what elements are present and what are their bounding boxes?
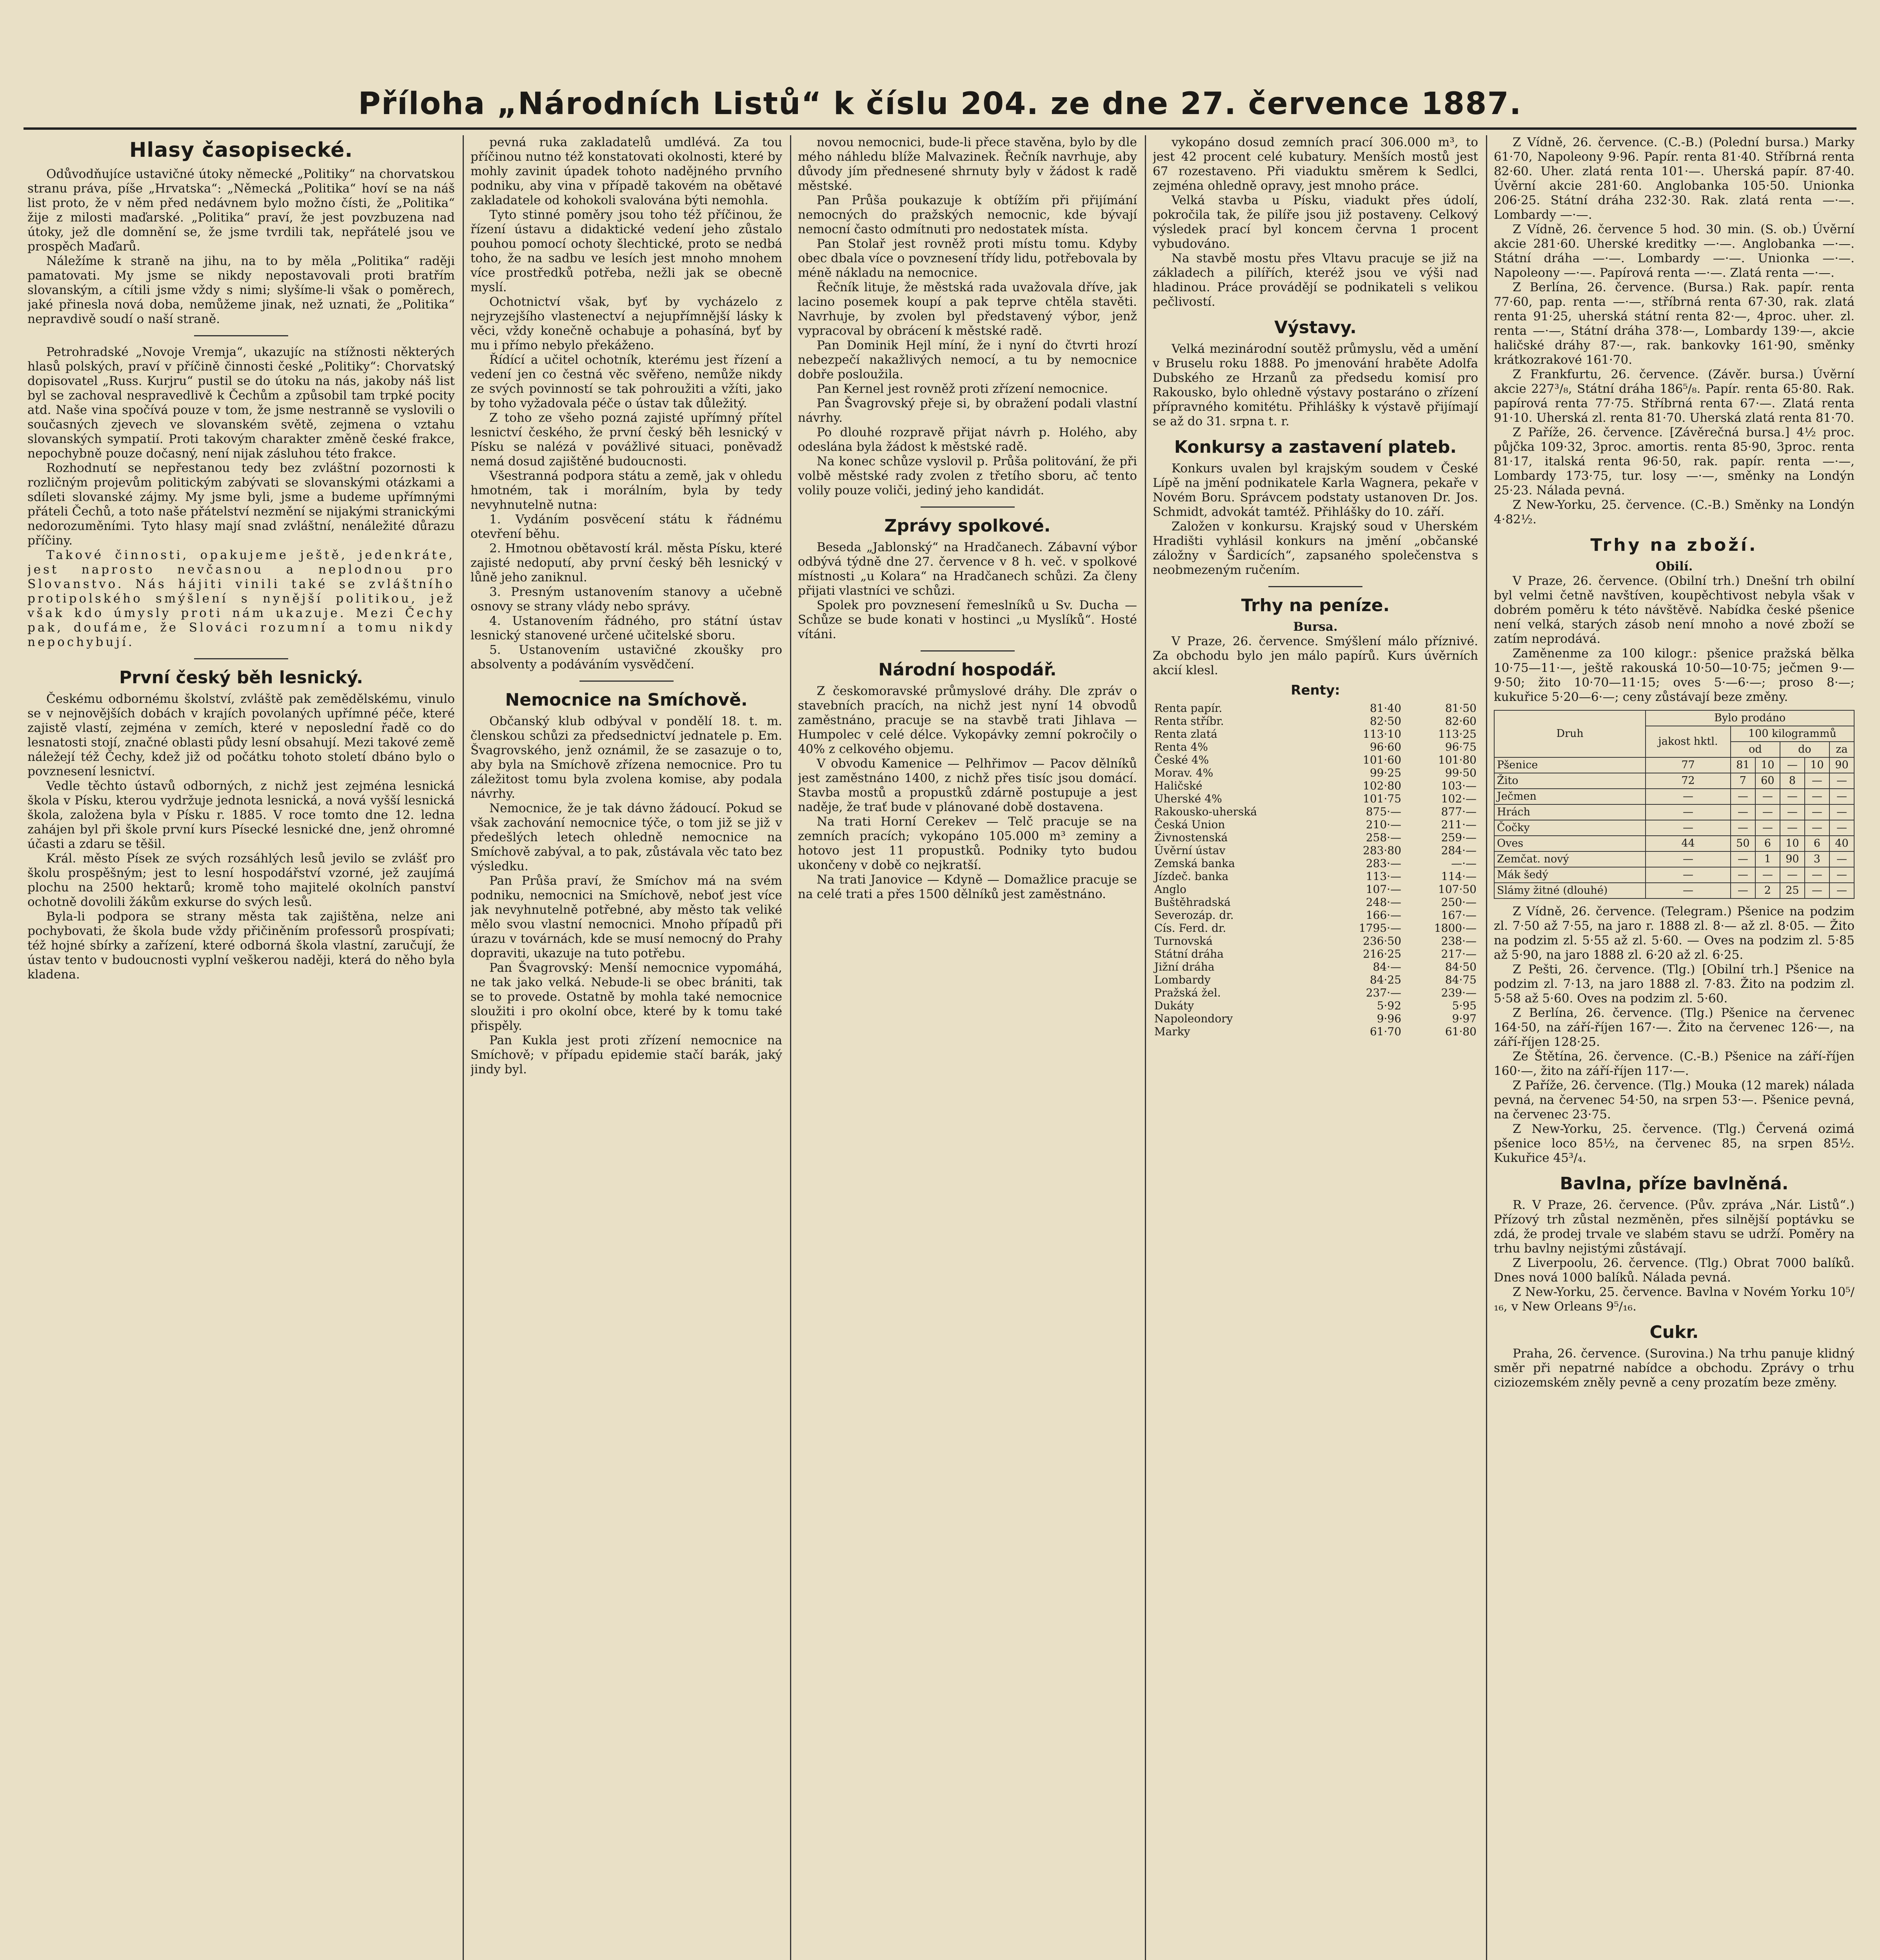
grain-value: — [1780, 867, 1805, 883]
grain-value: — [1829, 789, 1854, 804]
article-heading: Hlasy časopisecké. [129, 138, 353, 162]
grain-value: — [1805, 867, 1829, 883]
masthead-title: Příloha „Národních Listů“ k číslu 204. ze dne 27. července 1887. [358, 86, 1522, 122]
rate-row [1153, 973, 1478, 986]
column-5 [1494, 135, 1855, 1960]
paragraph: Pan Průša praví, že Smíchov má na svém podniku, nemocnici na Smíchově, neboť jest více jak nevyhnutelně potřebné, aby město tak veliké mělo svou vlastní nemocnici. Mnoho případů při úrazu v továrnách, kde se musí nemocný do Prahy dopraviti, ukazuje na tuto potřebu. [470, 874, 782, 960]
rate-value: 216·25 [1363, 947, 1402, 960]
table-row [1494, 820, 1854, 836]
rate-name: Napoleondory [1154, 1012, 1233, 1025]
table-row [1494, 804, 1854, 820]
rate-name: Anglo [1154, 883, 1186, 896]
rate-value: 259·— [1441, 831, 1477, 844]
grain-value: — [1805, 789, 1829, 804]
rate-name: Morav. 4% [1154, 766, 1213, 779]
table-row [1494, 836, 1854, 851]
rate-value: 9·96 [1377, 1012, 1402, 1025]
grain-value: 50 [1731, 836, 1755, 851]
grain-value: 72 [1646, 773, 1731, 789]
rate-name: Renta zlatá [1154, 728, 1217, 740]
rate-value: 236·50 [1363, 935, 1402, 947]
paragraph: Pan Švagrovský: Menší nemocnice vypomáhá, ne tak jako velká. Nebude-li se obec brániti, tak se to provede. Ostatně by mohla také nemocnice sloužiti i pro okolní obce, které by k tomu také přispěly. [470, 961, 782, 1033]
grain-name: Ječmen [1494, 789, 1646, 804]
rate-row [1153, 792, 1478, 805]
article-heading: Bavlna, příze bavlněná. [1560, 1174, 1789, 1194]
rate-row [1153, 935, 1478, 947]
grain-value: 7 [1731, 773, 1755, 789]
grain-value: — [1829, 804, 1854, 820]
grain-value: — [1646, 867, 1731, 883]
rates-heading: Renty: [1291, 682, 1340, 698]
rate-name: Severozáp. dr. [1154, 909, 1234, 922]
section-divider [194, 335, 288, 336]
rate-value: 107·— [1366, 883, 1402, 896]
subheading: Obilí. [1655, 559, 1693, 573]
paragraph: Ze Štětína, 26. července. (C.-B.) Pšenice na září-říjen 160·—, žito na září-říjen 117·—. [1494, 1049, 1855, 1078]
paragraph: Konkurs uvalen byl krajským soudem v České Lípě na jmění podnikatele Karla Wagnera, pekaře v Novém Boru. Správcem podstaty ustanoven Dr. Jos. Schmidt, advokát tamtéž. Přihlášky do 10. září. [1153, 461, 1478, 519]
list-item: 4. Ustanovením řádného, pro státní ústav lesnický stanovené určené učitelské sboru. [470, 614, 782, 642]
grain-value: — [1829, 820, 1854, 836]
subheading: Bursa. [1293, 620, 1338, 634]
rate-value: 96·75 [1445, 740, 1477, 753]
grain-value: 90 [1829, 757, 1854, 773]
rate-value: 107·50 [1438, 883, 1477, 896]
grain-value: — [1805, 773, 1829, 789]
rate-value: 101·75 [1363, 792, 1402, 805]
table-header: od [1731, 742, 1780, 757]
rate-name: Lombardy [1154, 973, 1211, 986]
rate-value: 283·— [1366, 857, 1402, 870]
rate-value: 1800·— [1434, 922, 1477, 935]
grain-value: — [1780, 757, 1805, 773]
grain-name: Pšenice [1494, 757, 1646, 773]
table-row [1494, 757, 1854, 773]
rate-name: Jízdeč. banka [1154, 870, 1229, 883]
grain-value: 3 [1805, 851, 1829, 867]
grain-value: — [1780, 804, 1805, 820]
grain-value: — [1731, 820, 1755, 836]
rate-row [1153, 947, 1478, 960]
grain-value: — [1755, 820, 1780, 836]
rates-table [1153, 702, 1478, 1038]
rate-value: 166·— [1366, 909, 1402, 922]
grain-value: — [1805, 820, 1829, 836]
column-separator [463, 135, 464, 1960]
grain-value: — [1805, 883, 1829, 898]
paragraph: Ochotnictví však, byť by vycházelo z nejryzejšího vlastenectví a nejupřímnější lásky k věci, vždy konečně ochabuje a pohasíná, byť by mu i přímo nebylo překáženo. [470, 295, 782, 352]
grain-value: — [1780, 789, 1805, 804]
paragraph: Pan Švagrovský přeje si, by obražení podali vlastní návrhy. [798, 396, 1137, 425]
rate-value: 81·40 [1370, 702, 1402, 715]
rate-row [1153, 1012, 1478, 1025]
table-row [1494, 883, 1854, 898]
grain-value: 6 [1755, 836, 1780, 851]
rate-row [1153, 766, 1478, 779]
section-divider [1268, 586, 1362, 587]
paragraph: Pan Průša poukazuje k obtížím při přijímání nemocných do pražských nemocnic, kde bývají nemocní často odmítnuti pro nedostatek místa. [798, 193, 1137, 236]
column-separator [790, 135, 791, 1960]
paragraph: Velká mezinárodní soutěž průmyslu, věd a umění v Bruselu roku 1888. Po jmenování hraběte Adolfa Dubského ze Hrzanů za předsedu komisí pro Rakousko, bylo ohledně výstavy postaráno o zřízení přípravného komitétu. Přihlášky k výstavě přijímají se až do 31. srpna t. r. [1153, 342, 1478, 428]
rate-value: 239·— [1441, 986, 1477, 999]
rate-name: Renta 4% [1154, 740, 1208, 753]
grain-value: — [1646, 789, 1731, 804]
rate-name: Rakousko-uherská [1154, 805, 1257, 818]
paragraph: Z Pešti, 26. července. (Tlg.) [Obilní trh.] Pšenice na podzim zl. 7·13, na jaro 1888 zl. 7·83. Žito na podzim zl. 5·58 až 5·60. Oves na podzim zl. 5·60. [1494, 962, 1855, 1005]
rate-row [1153, 922, 1478, 935]
paragraph: V Praze, 26. července. (Obilní trh.) Dnešní trh obilní byl velmi četně navštíven, koupěchtivost nebyla však v dobrém poměru k této návštěvě. Nabídka české pšenice není velká, starých zásob není mnoho a nové zboží se zatím neprodává. [1494, 574, 1855, 646]
grain-value: — [1731, 789, 1755, 804]
paragraph: Z Paříže, 26. července. [Závěrečná bursa.] 4½ proc. půjčka 109·32, 3proc. amortis. renta 85·90, 3proc. renta 81·17, italská renta 96·50, rak. papír. renta —·—, Lombardy 173·75, tur. losy —·—, směnky na Londýn 25·23. Nálada pevná. [1494, 425, 1855, 497]
rate-value: 102·80 [1363, 779, 1402, 792]
table-header: jakost hktl. [1646, 726, 1731, 757]
grain-value: 81 [1731, 757, 1755, 773]
column-3 [798, 135, 1137, 1960]
rate-value: 1795·— [1359, 922, 1402, 935]
rate-value: 84·50 [1445, 960, 1477, 973]
paragraph: Na stavbě mostu přes Vltavu pracuje se již na základech a pilířích, kteréž jsou ve výši nad hladinou. Práce provádějí se podnikateli s velikou pečlivostí. [1153, 251, 1478, 309]
paragraph: Takové činnosti, opakujeme ještě, jedenkráte, jest naprosto nevčasnou a neplodnou pro Slovanstvo. Nás hájiti vinili také se zvláštního protipolského smýšlení s nynější politikou, jež však kdo úmysly proti nám ukazuje. Mezi Čechy pak, doufáme, že Slováci rozumní a tomu nikdy nepochybují. [27, 548, 455, 649]
rate-row [1153, 805, 1478, 818]
rate-name: Buštěhradská [1154, 896, 1231, 909]
paragraph: Na konec schůze vyslovil p. Průša politování, že při volbě městské rady zvolen z třetího sboru, ač tento volily pouze voliči, jediný jeho kandidát. [798, 454, 1137, 497]
grain-name: Žito [1494, 773, 1646, 789]
rate-value: 113·25 [1438, 728, 1477, 740]
rate-row [1153, 857, 1478, 870]
rate-name: Živnostenská [1154, 831, 1228, 844]
rate-value: 101·60 [1363, 753, 1402, 766]
rate-value: 102·— [1441, 792, 1477, 805]
paragraph: Z Berlína, 26. července. (Bursa.) Rak. papír. renta 77·60, pap. renta —·—, stříbrná renta 67·30, rak. zlatá renta 91·25, uherská státní renta 82·—, 4proc. uher. zl. renta —·—, Státní dráha 378·—, Lombardy 139·—, akcie haličské dráhy 87·—, rak. bankovky 161·90, směnky krátkozrakové 161·70. [1494, 280, 1855, 367]
paragraph: Tyto stinné poměry jsou toho též příčinou, že řízení ústavu a didaktické vedení jeho zůstalo pouhou pomocí ochoty šlechtické, proto se nedbá toho, že na sadbu ve lesích jest mnoho mnohem více prostředků potřeba, nežli jak se obecně myslí. [470, 208, 782, 294]
rate-row [1153, 728, 1478, 740]
rate-value: 9·97 [1452, 1012, 1477, 1025]
rate-row [1153, 896, 1478, 909]
list-item: 1. Vydáním posvěcení státu k řádnému otevření běhu. [470, 512, 782, 541]
grain-value: — [1731, 804, 1755, 820]
rate-name: Česká Union [1154, 818, 1225, 831]
rate-name: Renta stříbr. [1154, 715, 1224, 728]
rate-value: 238·— [1441, 935, 1477, 947]
table-unit: 100 kilogrammů [1731, 726, 1854, 742]
grain-value: — [1755, 804, 1780, 820]
rate-value: 248·— [1366, 896, 1402, 909]
rate-value: 250·— [1441, 896, 1477, 909]
paragraph: Z New-Yorku, 25. července. (Tlg.) Červená ozimá pšenice loco 85½, na červenec 85, na srpen 85½. Kukuřice 45³/₄. [1494, 1122, 1855, 1165]
paragraph: Řečník lituje, že městská rada uvažovala dříve, jak lacino posemek koupí a pak teprve chtěla stavěti. Navrhuje, by zvolen byl představený výbor, jenž vypracoval by obrácení k městské radě. [798, 280, 1137, 338]
paragraph: Král. město Písek ze svých rozsáhlých lesů jevilo se zvlášť pro školu prospěšným; jest to lesní hospodářství vzorné, jež zaujímá plochu na 2500 hektarů; kromě toho majitelé okolních panství ochotně dovolili žákům exkurse do svých lesů. [27, 851, 455, 909]
paragraph: Z Liverpoolu, 26. července. (Tlg.) Obrat 7000 balíků. Dnes nová 1000 balíků. Nálada pevná. [1494, 1256, 1855, 1285]
rate-row [1153, 715, 1478, 728]
paragraph: Náležíme k straně na jihu, na to by měla „Politika“ raději pamatovati. My jsme se nikdy nepostavovali proti bratřím slovanským, a cítili jsme vždy s nimi; slyšíme-li však o poměrech, jaké přinesla nová doba, nemůžeme jinak, než uznati, že „Politika“ nepravdivě soudí o naší straně. [27, 254, 455, 326]
grain-value: 8 [1780, 773, 1805, 789]
rate-value: —·— [1451, 857, 1477, 870]
paragraph: Zaměnenme za 100 kilogr.: pšenice pražská bělka 10·75—11·—, ještě rakouská 10·50—10·75; ječmen 9·—9·50; žito 10·70—11·15; oves 5·—6·—; proso 8·—; kukuřice 5·20—6·—; ceny zůstávají beze změny. [1494, 646, 1855, 704]
rate-value: 877·— [1441, 805, 1477, 818]
column-separator [1486, 135, 1487, 1960]
paragraph: Pan Kernel jest rovněž proti zřízení nemocnice. [817, 382, 1108, 396]
grain-value: 1 [1755, 851, 1780, 867]
rate-name: Renta papír. [1154, 702, 1222, 715]
paragraph: Z toho ze všeho pozná zajisté upřímný přítel lesnictví českého, že první český běh lesnický v Písku se nalézá v povážlivé situaci, poněvadž nemá dosud zajištěné budoucnosti. [470, 411, 782, 468]
grain-name: Oves [1494, 836, 1646, 851]
paragraph: Pan Dominik Hejl míní, že i nyní do čtvrti hrozí nebezpečí nakažlivých nemocí, a tu by nemocnice dobře posloužila. [798, 338, 1137, 381]
rate-name: Uherské 4% [1154, 792, 1222, 805]
section-divider [921, 650, 1015, 652]
grain-value: — [1731, 867, 1755, 883]
grain-value: — [1780, 820, 1805, 836]
rate-value: 114·— [1441, 870, 1477, 883]
rate-name: Státní dráha [1154, 947, 1224, 960]
paragraph: Petrohradské „Novoje Vremja“, ukazujíc na stížnosti některých hlasů polských, praví v příčině činnosti české „Politiky“: Chorvatský dopisovatel „Russ. Kurjru“ pustil se do útoku na nás, jakoby náš list byl se zachoval nespravedlivě k Čechům a způsobil tam trpké pocity atd. Naše vina spočívá pouze v tom, že jsme nestranně se vyslovili o současných zjevech ve slovanském světě, zejmena o vztahu slovanských sympatií. Proti takovým charakter změně české frakce, nepochybně pouze dočasný, není nijak zásluhou této frakce. [27, 345, 455, 461]
paragraph: Českému odbornému školství, zvláště pak zemědělskému, vinulo se v nejnovějších dobách v krajích povolaných upřímné péče, které zajistě vlastí, zejména v zemích, které v neposlední řadě co do lesnatosti stojí, značné oblasti půdy lesní obsahují. Mezi takové země náležejí též Čechy, kdež již od počátku tohoto století dbáno bylo o povznesení lesnictví. [27, 692, 455, 779]
rate-row [1153, 779, 1478, 792]
masthead-rule [24, 127, 1856, 130]
rate-value: 84·— [1373, 960, 1402, 973]
rate-value: 61·80 [1445, 1025, 1477, 1038]
grain-value: — [1829, 883, 1854, 898]
rate-value: 5·95 [1452, 999, 1477, 1012]
paragraph: Z Vídně, 26. července. (C.-B.) (Polední bursa.) Marky 61·70, Napoleony 9·96. Papír. renta 81·40. Stříbrná renta 82·60. Uher. zlatá renta 101·—. Uherská papír. 87·40. Úvěrní akcie 281·60. Anglobanka 105·50. Unionka 206·25. Státní dráha 232·30. Rak. zlatá renta —·—. Lombardy —·—. [1494, 135, 1855, 222]
grain-value: 40 [1829, 836, 1854, 851]
rate-row [1153, 960, 1478, 973]
paragraph: Spolek pro povznesení řemeslníků u Sv. Ducha — Schůze se bude konati v hostinci „u Myslíků“. Hosté vítáni. [798, 598, 1137, 641]
rate-value: 283·80 [1363, 844, 1402, 857]
list-item: 3. Presným ustanovením stanovy a učebně osnovy se strany vlády nebo správy. [470, 585, 782, 613]
rate-value: 875·— [1366, 805, 1402, 818]
rate-row [1153, 909, 1478, 922]
article-heading: Trhy na zboží. [1590, 535, 1758, 555]
grain-value: — [1646, 851, 1731, 867]
rate-name: Marky [1154, 1025, 1190, 1038]
grain-value: 10 [1780, 836, 1805, 851]
rate-value: 96·60 [1370, 740, 1402, 753]
article-heading: Trhy na peníze. [1241, 595, 1390, 615]
rate-value: 81·50 [1445, 702, 1477, 715]
rate-name: Dukáty [1154, 999, 1194, 1012]
paragraph: V Praze, 26. července. Smýšlení málo příznivé. Za obchodu bylo jen málo papírů. Kurs úvěrních akcií klesl. [1153, 634, 1478, 677]
article-heading: Národní hospodář. [878, 660, 1057, 680]
table-row [1494, 851, 1854, 867]
rate-name: Zemská banka [1154, 857, 1235, 870]
grain-value: — [1829, 867, 1854, 883]
column-2 [470, 135, 782, 1960]
paragraph: Pan Stolař jest rovněž proti místu tomu. Kdyby obec dbala více o povznesení třídy lidu, potřebovala by méně nákladu na nemocnice. [798, 237, 1137, 280]
rate-name: Pražská žel. [1154, 986, 1221, 999]
paragraph: vykopáno dosud zemních prací 306.000 m³, to jest 42 procent celé kubatury. Menších mostů jest 67 rozestaveno. Při viaduktu směrem k Sedlci, zejména ohledně opravy, jest mnoho práce. [1153, 135, 1478, 193]
paragraph: Po dlouhé rozpravě přijat návrh p. Holého, aby odeslána byla žádost k městské radě. [798, 425, 1137, 454]
rate-value: 113·10 [1363, 728, 1402, 740]
rate-row [1153, 740, 1478, 753]
rate-value: 210·— [1366, 818, 1402, 831]
paragraph: Vedle těchto ústavů odborných, z nichž jest zejména lesnická škola v Písku, kterou vydržuje jednota lesnická, a nová vyšší lesnická škola, založena byla v Písku r. 1885. V roce tomto dne 12. ledna zahájen byl při škole první kurs Písecké lesnické dne, jenž ohromné účasti a zdaru se těšil. [27, 779, 455, 851]
rate-value: 82·60 [1445, 715, 1477, 728]
grain-value: — [1646, 804, 1731, 820]
section-divider [194, 658, 288, 659]
grain-name: Zemčat. nový [1494, 851, 1646, 867]
paragraph: Rozhodnutí se nepřestanou tedy bez zvláštní pozornosti k rozličným projevům politickým zabývati se slovanskými otázkami a sdíleti slovanské zájmy. My jsme byli, jsme a budeme upřímnými přáteli Čechů, a toto naše přátelství nezmění se nijakými stranickými nedorozuměními. Tyto hlasy mají snad zvláštní, nenáležité důrazu příčiny. [27, 461, 455, 548]
rate-value: 84·75 [1445, 973, 1477, 986]
paragraph: Byla-li podpora se strany města tak zajištěna, nelze ani pochybovati, že škola bude vždy přičiněním professorů prospívati; též hojné sbírky a zařízení, které odborná škola vlastní, zaručují, že ústav tento v budoucnosti vyplní veškerou naději, která do něho byla kladena. [27, 909, 455, 982]
grain-value: — [1731, 883, 1755, 898]
article-heading: Výstavy. [1274, 318, 1357, 338]
paragraph: Pan Kukla jest proti zřízení nemocnice na Smíchově; v případu epidemie stačí barák, jaký jindy byl. [470, 1033, 782, 1076]
grain-value: 10 [1805, 757, 1829, 773]
rate-row [1153, 831, 1478, 844]
paragraph: Z Frankfurtu, 26. července. (Závěr. bursa.) Úvěrní akcie 227³/₈, Státní dráha 186⁵/₈. Papír. renta 65·80. Rak. papírová renta 77·75. Stříbrná renta 67·—. Zlatá renta 91·10. Uherská zl. renta 81·70. Uherská zlatá renta 81·70. [1494, 367, 1855, 425]
rate-row [1153, 818, 1478, 831]
grain-name: Čočky [1494, 820, 1646, 836]
grain-value: — [1646, 820, 1731, 836]
paragraph: Z Berlína, 26. července. (Tlg.) Pšenice na červenec 164·50, na září-říjen 167·—. Žito na červenec 126·—, na září-říjen 128·25. [1494, 1006, 1855, 1049]
rate-name: České 4% [1154, 753, 1209, 766]
rate-value: 103·— [1441, 779, 1477, 792]
rate-row [1153, 844, 1478, 857]
masthead [24, 82, 1856, 125]
rate-name: Jižní dráha [1154, 960, 1215, 973]
paragraph: Z Vídně, 26. července 5 hod. 30 min. (S. ob.) Úvěrní akcie 281·60. Uherské kreditky —·—. Anglobanka —·—. Státní dráha —·—. Lombardy —·—. Unionka —·—. Napoleony —·—. Papírová renta —·—. Zlatá renta —·—. [1494, 222, 1855, 280]
list-item: 5. Ustanovením ustavičné zkoušky pro absolventy a podáváním vysvědčení. [470, 643, 782, 671]
table-header: za [1829, 742, 1854, 757]
grain-value: 90 [1780, 851, 1805, 867]
section-divider [579, 681, 674, 682]
grain-value: 44 [1646, 836, 1731, 851]
rate-value: 61·70 [1370, 1025, 1402, 1038]
article-heading: První český běh lesnický. [119, 668, 363, 688]
paragraph: Na trati Janovice — Kdyně — Domažlice pracuje se na celé trati a přes 1500 dělníků jest zaměstnáno. [798, 873, 1137, 901]
grain-value: — [1829, 851, 1854, 867]
article-heading: Konkursy a zastavení plateb. [1174, 437, 1457, 457]
article-heading: Cukr. [1649, 1322, 1699, 1342]
rate-row [1153, 1025, 1478, 1038]
rate-value: 99·25 [1370, 766, 1402, 779]
paragraph: pevná ruka zakladatelů umdlévá. Za tou příčinou nutno též konstatovati okolnosti, které by mohly zavinit úpadek tohoto nadějného prvního podniku, aby vina v případě takovém na obětavé zakladatele od kohokoli svalována býti nemohla. [470, 135, 782, 207]
column-4 [1153, 135, 1478, 1960]
grain-name: Slámy žitné (dlouhé) [1494, 883, 1646, 898]
paragraph: Z Paříže, 26. července. (Tlg.) Mouka (12 marek) nálada pevná, na červenec 54·50, na srpen 53·—. Pšenice pevná, na červenec 23·75. [1494, 1078, 1855, 1122]
grain-name: Mák šedý [1494, 867, 1646, 883]
column-1 [27, 135, 455, 1960]
section-divider [921, 506, 1015, 508]
rate-value: 99·50 [1445, 766, 1477, 779]
paragraph: Praha, 26. července. (Surovina.) Na trhu panuje klidný směr při nepatrné nabídce a obchodu. Zprávy o trhu ciziozemském zněly pevně a ceny prozatím beze změny. [1494, 1347, 1855, 1390]
article-heading: Zprávy spolkové. [884, 516, 1051, 536]
paragraph: Z New-Yorku, 25. července. (C.-B.) Směnky na Londýn 4·82½. [1494, 498, 1855, 526]
rate-name: Úvěrní ústav [1154, 844, 1226, 857]
rate-row [1153, 870, 1478, 883]
paragraph: Z New-Yorku, 25. července. Bavlna v Novém Yorku 10⁵/₁₆, v New Orleans 9⁵/₁₆. [1494, 1285, 1855, 1314]
table-row [1494, 789, 1854, 804]
rate-row [1153, 753, 1478, 766]
paragraph: Občanský klub odbýval v pondělí 18. t. m. členskou schůzi za předsednictví jednatele p. Em. Švagrovského, jenž oznámil, že se zasazuje o to, aby byla na Smíchově zřízena nemocnice. Pro tu záležitost tomu byla zvolena komise, aby podala návrhy. [470, 714, 782, 801]
rate-value: 101·80 [1438, 753, 1477, 766]
paragraph: V obvodu Kamenice — Pelhřimov — Pacov dělníků jest zaměstnáno 1400, z nichž přes tisíc jsou domácí. Stavba mostů a propustků zdárně postupuje a jest naděje, že trať bude v plánované době dostavena. [798, 757, 1137, 814]
grain-value: 10 [1755, 757, 1780, 773]
grain-value: — [1755, 789, 1780, 804]
grain-name: Hrách [1494, 804, 1646, 820]
rate-value: 113·— [1366, 870, 1402, 883]
rate-value: 284·— [1441, 844, 1477, 857]
rate-value: 167·— [1441, 909, 1477, 922]
table-header: do [1780, 742, 1829, 757]
rate-name: Haličské [1154, 779, 1202, 792]
paragraph: novou nemocnici, bude-li přece stavěna, bylo by dle mého náhledu blíže Malvazinek. Řečník navrhuje, aby důvody jím přednesené shrnuty byly v žádost k radě městské. [798, 135, 1137, 193]
paragraph: Velká stavba u Písku, viadukt přes údolí, pokročila tak, že pilíře jsou již postaveny. Celkový výsledek prací byl koncem června 1 procent vybudováno. [1153, 193, 1478, 251]
table-title: Bylo prodáno [1646, 710, 1854, 726]
grain-value: 25 [1780, 883, 1805, 898]
paragraph: Odůvodňujíce ustavičné útoky německé „Politiky“ na chorvatskou stranu práva, píše „Hrvatska“: „Německá „Politika“ hoví se na náš list proto, že v něm před nedávnem bylo možno čísti, že „Politika“ žije z milosti maďarské. „Politika“ praví, že jest povzbuzena nad útoky, jež dle domnění se, že jsme tvrdili tak, nepřátelé jsou ve prospěch Maďarů. [27, 167, 455, 254]
rate-value: 84·25 [1370, 973, 1402, 986]
grain-value: — [1731, 851, 1755, 867]
rate-name: Turnovská [1154, 935, 1213, 947]
column-separator [1145, 135, 1146, 1960]
list-item: 2. Hmotnou obětavostí král. města Písku, které zajisté nedoputí, aby první český běh lesnický v lůně jeho zaniknul. [470, 541, 782, 584]
grain-value: — [1829, 773, 1854, 789]
paragraph: R. V Praze, 26. července. (Pův. zpráva „Nár. Listů“.) Přízový trh zůstal nezměněn, přes silnější poptávku se zdá, že prodej trvale ve slabém stavu se udrží. Poměry na trhu bavlny nejistými zůstávají. [1494, 1198, 1855, 1256]
table-row [1494, 867, 1854, 883]
rate-value: 5·92 [1377, 999, 1402, 1012]
article-heading: Nemocnice na Smíchově. [505, 690, 748, 710]
grain-value: — [1805, 804, 1829, 820]
grain-table [1494, 710, 1855, 899]
paragraph: Z Vídně, 26. července. (Telegram.) Pšenice na podzim zl. 7·50 až 7·55, na jaro r. 1888 zl. 8·— až zl. 8·05. — Žito na podzim zl. 5·55 až zl. 5·60. — Oves na podzim zl. 5·85 až 5·90, na jaro 1888 zl. 6·20 až zl. 6·25. [1494, 904, 1855, 962]
rate-name: Cís. Ferd. dr. [1154, 922, 1226, 935]
rate-row [1153, 702, 1478, 715]
paragraph: Založen v konkursu. Krajský soud v Uherském Hradišti vyhlásil konkurs na jmění „občanské záložny v Šardicích“, zapsaného společenstva s neobmezeným ručením. [1153, 519, 1478, 577]
grain-value: 6 [1805, 836, 1829, 851]
grain-value: 77 [1646, 757, 1731, 773]
rate-value: 237·— [1366, 986, 1402, 999]
rate-row [1153, 986, 1478, 999]
table-row [1494, 773, 1854, 789]
rate-value: 217·— [1441, 947, 1477, 960]
paragraph: Z českomoravské průmyslové dráhy. Dle zpráv o stavebních pracích, na nichž jest nyní 14 obvodů zaměstnáno, pracuje se na stavbě trati Jihlava — Humpolec v celé délce. Vykopávky zemní pokročily o 40% z celkového objemu. [798, 684, 1137, 756]
paragraph: Nemocnice, že je tak dávno žádoucí. Pokud se však zachování nemocnice týče, o tom již se již v předešlých letech ohledně nemocnice na Smíchově zabýval, a to pak, zůstávala věc tato bez výsledku. [470, 801, 782, 873]
rate-row [1153, 999, 1478, 1012]
paragraph: Beseda „Jablonský“ na Hradčanech. Zábavní výbor odbývá týdně dne 27. července v 8 h. več. v spolkové místnosti „u Kolara“ na Hradčanech schůzi. Za členy přijati vlastníci ve schůzi. [798, 540, 1137, 598]
rate-value: 211·— [1441, 818, 1477, 831]
rate-value: 82·50 [1370, 715, 1402, 728]
paragraph: Na trati Horní Cerekev — Telč pracuje se na zemních pracích; vykopáno 105.000 m³ zeminy a hotovo jest 11 propustků. Podniky tyto budou ukončeny v době co nejkratší. [798, 815, 1137, 872]
grain-value: 60 [1755, 773, 1780, 789]
grain-value: — [1646, 883, 1731, 898]
table-header: Druh [1494, 710, 1646, 757]
rate-row [1153, 883, 1478, 896]
grain-value: 2 [1755, 883, 1780, 898]
grain-value: — [1755, 867, 1780, 883]
rate-value: 258·— [1366, 831, 1402, 844]
paragraph: Všestranná podpora státu a země, jak v ohledu hmotném, tak i morálním, byla by tedy nevyhnutelně nutna: [470, 469, 782, 512]
paragraph: Řídící a učitel ochotník, kterému jest řízení a vedení jen co čestná věc svěřeno, nemůže nikdy ze svých povinností se tak pohroužiti a vžíti, jako by toho vyžadovala péče o ústav tak důležitý. [470, 353, 782, 410]
